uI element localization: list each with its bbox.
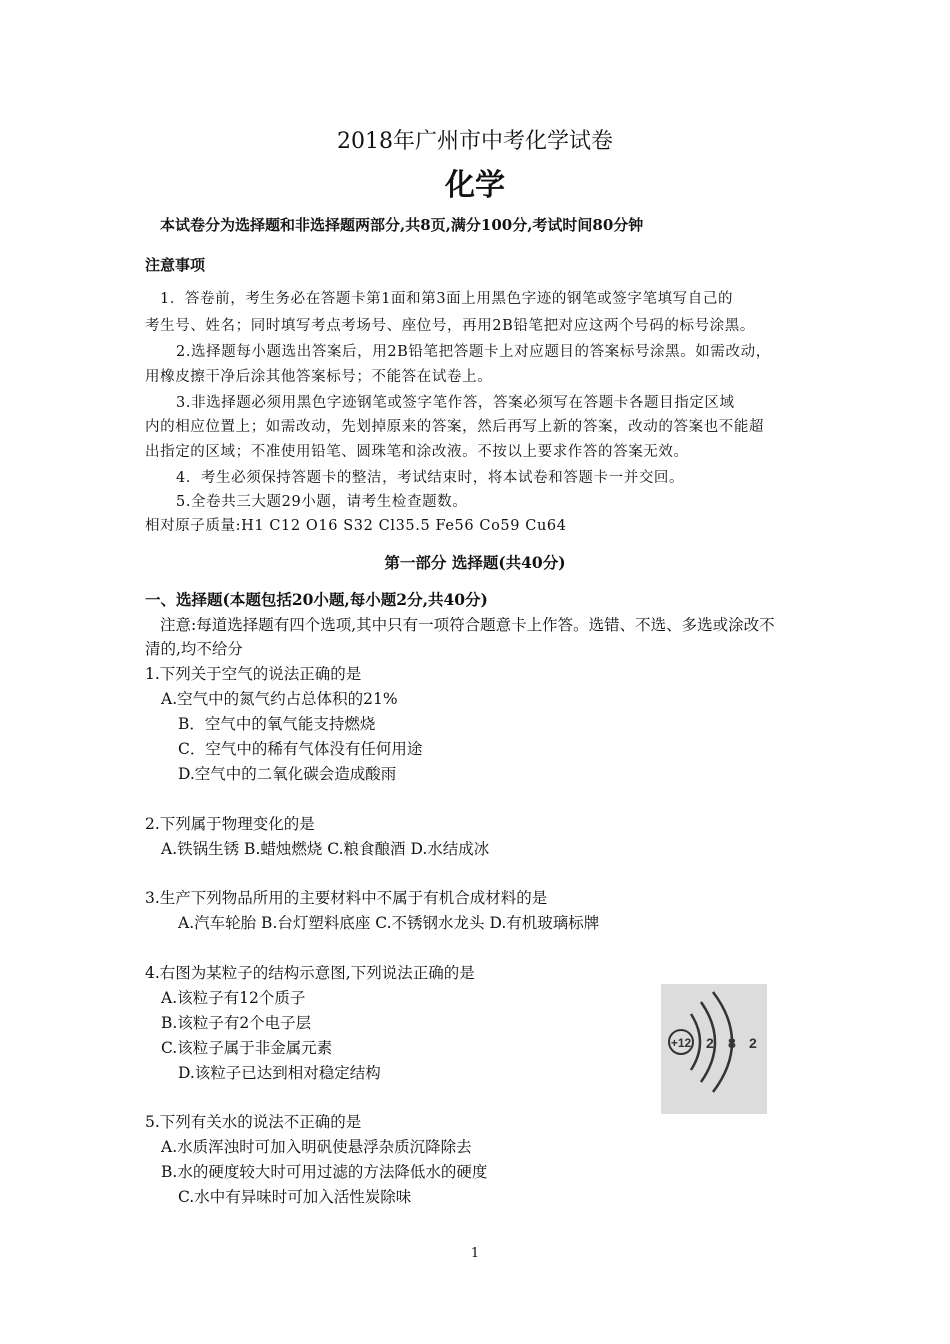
notice-line: 4．考生必须保持答题卡的整洁，考试结束时，将本试卷和答题卡一并交回。: [176, 470, 685, 486]
question-option: A.水质浑浊时可加入明矾使悬浮杂质沉降除去: [161, 1138, 472, 1156]
notice-line: 出指定的区域；不准使用铅笔、圆珠笔和涂改液。不按以上要求作答的答案无效。: [145, 444, 689, 460]
question-option: A.铁锅生锈 B.蜡烛燃烧 C.粮食酿酒 D.水结成冰: [161, 840, 490, 858]
question-stem: 5.下列有关水的说法不正确的是: [145, 1113, 362, 1131]
notice-line: 3.非选择题必须用黑色字迹钢笔或签字笔作答，答案必须写在答题卡各题目指定区域: [176, 395, 735, 411]
question-option: C.水中有异味时可加入活性炭除味: [178, 1188, 412, 1206]
notice-line: 内的相应位置上；如需改动，先划掉原来的答案，然后再写上新的答案，改动的答案也不能超: [145, 419, 765, 435]
part-heading: 一、选择题(本题包括20小题,每小题2分,共40分): [145, 590, 488, 609]
exam-title: 2018年广州市中考化学试卷: [337, 129, 613, 154]
nucleus-label: +12: [670, 1036, 692, 1050]
question-stem: 3.生产下列物品所用的主要材料中不属于有机合成材料的是: [145, 889, 548, 907]
question-option: D.空气中的二氧化碳会造成酸雨: [178, 765, 397, 783]
shell-electron-count: 8: [728, 1035, 736, 1051]
question-option: B.该粒子有2个电子层: [161, 1014, 312, 1032]
part-note-line: 注意:每道选择题有四个选项,其中只有一项符合题意卡上作答。选错、不选、多选或涂改不: [160, 616, 775, 634]
question-option: B.水的硬度较大时可用过滤的方法降低水的硬度: [161, 1163, 488, 1181]
notice-line: 用橡皮擦干净后涂其他答案标号；不能答在试卷上。: [145, 369, 493, 385]
question-stem: 4.右图为某粒子的结构示意图,下列说法正确的是: [145, 964, 475, 982]
section-title: 第一部分 选择题(共40分): [384, 553, 566, 572]
question-option: C.该粒子属于非金属元素: [161, 1039, 333, 1057]
page-number: 1: [470, 1246, 480, 1261]
question-option: A.该粒子有12个质子: [161, 989, 306, 1007]
shell-electron-count: 2: [749, 1035, 757, 1051]
question-option: A.空气中的氮气约占总体积的21%: [161, 690, 398, 708]
atom-structure-figure: [661, 984, 767, 1114]
atom-structure-diagram: [661, 984, 767, 1114]
shell-electron-count: 2: [706, 1035, 714, 1051]
question-option: B．空气中的氧气能支持燃烧: [178, 715, 376, 733]
question-option: C．空气中的稀有气体没有任何用途: [178, 740, 423, 758]
notice-line: 2.选择题每小题选出答案后，用2B铅笔把答题卡上对应题目的答案标号涂黑。如需改动，: [176, 344, 771, 360]
subject-title: 化学: [445, 168, 505, 203]
notice-line: 考生号、姓名；同时填写考点考场号、座位号，再用2B铅笔把对应这两个号码的标号涂黑。: [145, 318, 755, 334]
question-stem: 2.下列属于物理变化的是: [145, 815, 315, 833]
notice-heading: 注意事项: [145, 256, 206, 274]
notice-line: 5.全卷共三大题29小题，请考生检查题数。: [176, 494, 468, 510]
atomic-mass-line: 相对原子质量:H1 C12 O16 S32 Cl35.5 Fe56 Co59 Cu64: [145, 518, 567, 534]
part-note-line: 清的,均不给分: [145, 640, 243, 658]
notice-line: 1．答卷前，考生务必在答题卡第1面和第3面上用黑色字迹的钢笔或签字笔填写自己的: [160, 291, 734, 307]
question-stem: 1.下列关于空气的说法正确的是: [145, 665, 362, 683]
exam-info: 本试卷分为选择题和非选择题两部分,共8页,满分100分,考试时间80分钟: [160, 216, 644, 234]
question-option: D.该粒子已达到相对稳定结构: [178, 1064, 381, 1082]
question-option: A.汽车轮胎 B.台灯塑料底座 C.不锈钢水龙头 D.有机玻璃标牌: [178, 914, 600, 932]
